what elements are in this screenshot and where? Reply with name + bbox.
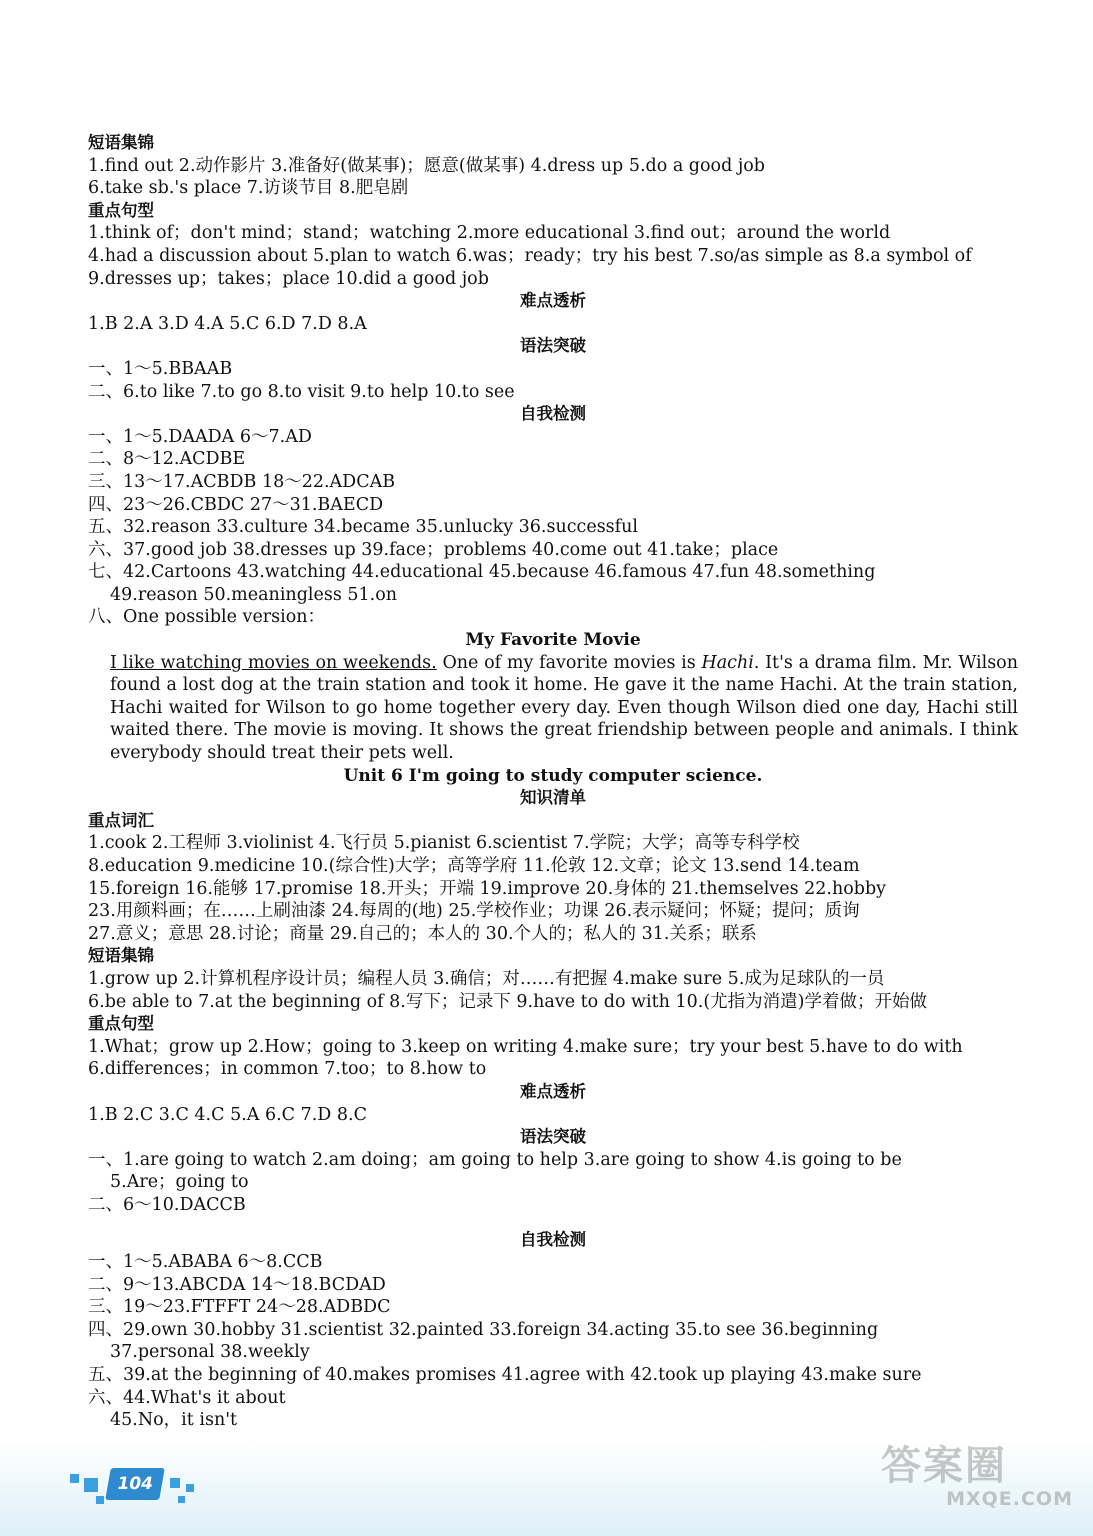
watermark-logo: 答案圈 <box>881 1443 1007 1489</box>
answer-line: 4.had a discussion about 5.plan to watch 6.was；ready；try his best 7.so/as simple as 8.a symbol of <box>88 245 972 266</box>
answer-line: 一、1～5.DAADA 6～7.AD <box>88 426 312 447</box>
answer-line: 二、6.to like 7.to go 8.to visit 9.to help 10.to see <box>88 381 515 402</box>
answer-line: 49.reason 50.meaningless 51.on <box>110 584 398 605</box>
section-heading: 短语集锦 <box>88 133 154 152</box>
answer-line: 6.differences；in common 7.too；to 8.how to <box>88 1059 487 1080</box>
answer-line: 六、44.What's it about <box>88 1387 286 1408</box>
answer-line: 8.education 9.medicine 10.(综合性)大学；高等学府 11.伦敦 12.文章；论文 13.send 14.team <box>88 856 860 876</box>
decor-square <box>178 1496 185 1503</box>
decor-square <box>70 1474 79 1483</box>
watermark-url: MXQE.COM <box>946 1488 1073 1510</box>
decor-square <box>96 1496 104 1504</box>
answer-line: 45.No，it isn't <box>110 1410 238 1431</box>
decor-square <box>170 1478 180 1488</box>
section-heading: 自我检测 <box>520 1229 586 1249</box>
answer-line: 三、19～23.FTFFT 24～28.ADBDC <box>88 1297 391 1318</box>
answer-line: 1.B 2.A 3.D 4.A 5.C 6.D 7.D 8.A <box>88 313 367 334</box>
essay-movie-title: Hachi <box>701 652 754 673</box>
answer-line: 二、8～12.ACDBE <box>88 449 246 470</box>
essay-text-b: . It's a drama film. Mr. Wilson found a lost dog at the train station and took it home. He gave it the name Hachi. At the train station, Hachi waited for Wilson to go home together every day. Even though Wilson died one day, Hachi still waited there. The movie is moving. It shows the great friendship between people and animals. I think everybody should treat their pets well. <box>110 652 1018 764</box>
answer-line: 5.Are；going to <box>110 1172 249 1193</box>
answer-line: 15.foreign 16.能够 17.promise 18.开头；开端 19.improve 20.身体的 21.themselves 22.hobby <box>88 878 887 899</box>
section-heading: 知识清单 <box>520 788 586 808</box>
essay-title: My Favorite Movie <box>465 630 641 651</box>
section-heading: 重点句型 <box>88 1014 154 1034</box>
page-number: 104 <box>105 1468 165 1500</box>
section-heading: 短语集锦 <box>88 946 154 966</box>
content-column <box>88 132 1018 1432</box>
answer-line: 八、One possible version： <box>88 607 326 628</box>
section-heading: 重点句型 <box>88 200 154 220</box>
answer-line: 三、13～17.ACBDB 18～22.ADCAB <box>88 471 396 492</box>
section-heading: 难点透析 <box>520 1081 586 1101</box>
essay-text-a: One of my favorite movies is <box>436 652 702 673</box>
answer-line: 6.take sb.'s place 7.访谈节目 8.肥皂剧 <box>88 178 409 199</box>
answer-line: 五、32.reason 33.culture 34.became 35.unlucky 36.successful <box>88 517 639 538</box>
answer-line: 一、1.are going to watch 2.am doing；am going to help 3.are going to show 4.is going to be <box>88 1149 902 1170</box>
answer-line: 27.意义；意思 28.讨论；商量 29.自己的；本人的 30.个人的；私人的 31.关系；联系 <box>88 923 757 944</box>
answer-line: 七、42.Cartoons 43.watching 44.educational 45.because 46.famous 47.fun 48.something <box>88 562 876 583</box>
unit-title: Unit 6 I'm going to study computer science. <box>343 765 763 786</box>
answer-line: 四、29.own 30.hobby 31.scientist 32.painted 33.foreign 34.acting 35.to see 36.beginning <box>88 1319 879 1340</box>
watermark <box>881 1444 1081 1526</box>
answer-line: 六、37.good job 38.dresses up 39.face；problems 40.come out 41.take；place <box>88 539 779 560</box>
answer-line: 一、1～5.ABABA 6～8.CCB <box>88 1252 323 1273</box>
answer-line: 6.be able to 7.at the beginning of 8.写下；记录下 9.have to do with 10.(尤指为消遣)学着做；开始做 <box>88 991 927 1012</box>
section-heading: 自我检测 <box>520 404 586 424</box>
decor-square <box>84 1478 98 1492</box>
answer-line: 二、9～13.ABCDA 14～18.BCDAD <box>88 1274 386 1295</box>
answer-line: 五、39.at the beginning of 40.makes promises 41.agree with 42.took up playing 43.make sure <box>88 1365 922 1386</box>
answer-line: 1.find out 2.动作影片 3.准备好(做某事)；愿意(做某事) 4.dress up 5.do a good job <box>88 155 766 176</box>
answer-line: 1.grow up 2.计算机程序设计员；编程人员 3.确信；对……有把握 4.make sure 5.成为足球队的一员 <box>88 968 885 989</box>
section-heading: 语法突破 <box>520 1127 586 1147</box>
section-heading: 难点透析 <box>520 291 586 311</box>
section-heading: 重点词汇 <box>88 810 154 830</box>
answer-line: 1.think of；don't mind；stand；watching 2.more educational 3.find out；around the world <box>88 223 891 244</box>
section-heading: 语法突破 <box>520 336 586 356</box>
essay-first-sentence: I like watching movies on weekends. <box>110 652 437 673</box>
answer-line: 1.What；grow up 2.How；going to 3.keep on writing 4.make sure；try your best 5.have to do with <box>88 1036 963 1057</box>
answer-line: 23.用颜料画；在……上刷油漆 24.每周的(地) 25.学校作业；功课 26.表示疑问；怀疑；提问；质询 <box>88 901 860 922</box>
answer-line: 1.cook 2.工程师 3.violinist 4.飞行员 5.pianist 6.scientist 7.学院；大学；高等专科学校 <box>88 833 800 854</box>
answer-line: 一、1～5.BBAAB <box>88 358 233 379</box>
answer-line: 9.dresses up；takes；place 10.did a good job <box>88 268 489 289</box>
answer-line: 四、23～26.CBDC 27～31.BAECD <box>88 494 384 515</box>
answer-line: 37.personal 38.weekly <box>110 1342 310 1363</box>
decor-square <box>186 1484 194 1492</box>
answer-line: 1.B 2.C 3.C 4.C 5.A 6.C 7.D 8.C <box>88 1104 367 1125</box>
answer-line: 二、6～10.DACCB <box>88 1194 246 1215</box>
essay-body <box>40 652 1018 765</box>
